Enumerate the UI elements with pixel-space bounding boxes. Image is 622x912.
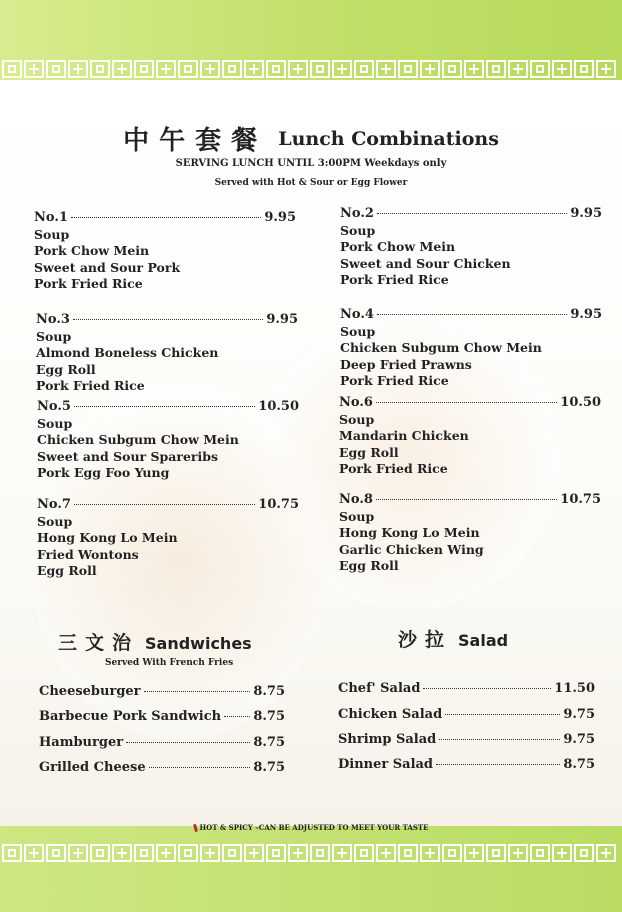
leader-dots — [376, 402, 557, 403]
combination-item: Pork Egg Foo Yung — [37, 465, 170, 480]
combination-item: Egg Roll — [36, 361, 96, 377]
served-with-note: Served with Hot & Sour or Egg Flower — [214, 178, 408, 188]
combination-item: Soup — [37, 415, 73, 431]
border-tile — [90, 844, 110, 862]
combination-item: Sweet and Sour Spareribs — [37, 448, 219, 464]
border-tile — [200, 60, 220, 78]
combination-header — [340, 206, 602, 223]
leader-dots — [445, 714, 560, 715]
combination-item: Soup — [339, 411, 375, 427]
border-tile — [244, 60, 264, 78]
combination-item: Soup — [340, 323, 376, 339]
border-tile — [508, 844, 528, 862]
border-tile — [112, 844, 132, 862]
border-tile — [222, 844, 242, 862]
border-tile — [354, 844, 374, 862]
bottom-border-pattern — [0, 842, 622, 864]
leader-dots — [436, 764, 560, 765]
salad-item-price: 11.50 — [554, 681, 595, 696]
border-tile — [46, 844, 66, 862]
border-tile — [486, 60, 506, 78]
border-tile — [244, 844, 264, 862]
border-tile — [420, 844, 440, 862]
combination-5 — [37, 399, 299, 482]
footnote — [0, 823, 622, 832]
border-tile — [266, 60, 286, 78]
border-tile — [68, 60, 88, 78]
border-tile — [134, 844, 154, 862]
border-tile — [354, 60, 374, 78]
sandwiches-item-price: 8.75 — [253, 684, 285, 699]
sandwiches-item — [39, 735, 285, 750]
border-tile — [310, 844, 330, 862]
combination-8 — [339, 492, 601, 575]
sandwiches-item-price: 8.75 — [253, 760, 285, 775]
salad-item — [338, 681, 595, 696]
border-tile — [310, 60, 330, 78]
combination-item: Fried Wontons — [37, 546, 139, 562]
combination-item: Pork Fried Rice — [339, 461, 448, 476]
sandwiches-item-price: 8.75 — [253, 735, 285, 750]
leader-dots — [149, 767, 251, 768]
border-tile — [112, 60, 132, 78]
title-chinese: 中午套餐 — [123, 126, 268, 156]
border-tile — [332, 60, 352, 78]
combination-item: Soup — [340, 222, 376, 238]
border-tile — [420, 60, 440, 78]
salad-item — [338, 707, 595, 722]
combination-1 — [34, 210, 296, 293]
sandwiches-note: Served With French Fries — [105, 658, 234, 668]
chili-pepper-icon — [193, 824, 198, 833]
leader-dots — [377, 314, 567, 315]
combination-price: 9.95 — [266, 312, 298, 327]
serving-note: SERVING LUNCH UNTIL 3:00PM Weekdays only — [175, 158, 447, 169]
border-tile — [178, 844, 198, 862]
combination-3 — [36, 312, 298, 395]
border-tile — [596, 60, 616, 78]
border-tile — [398, 60, 418, 78]
sandwiches-item — [39, 709, 285, 724]
combination-item: Egg Roll — [37, 563, 97, 578]
leader-dots — [74, 504, 255, 505]
sandwiches-item — [39, 760, 285, 775]
border-tile — [442, 844, 462, 862]
combination-name: No.5 — [37, 399, 71, 414]
top-border-pattern — [0, 58, 622, 80]
combination-item: Hong Kong Lo Mein — [339, 525, 480, 540]
border-tile — [24, 60, 44, 78]
combination-name: No.2 — [340, 206, 374, 221]
sandwiches-heading — [58, 628, 252, 655]
combination-header — [34, 210, 296, 227]
combination-header — [339, 395, 601, 412]
combination-price: 9.95 — [570, 307, 602, 322]
leader-dots — [439, 739, 560, 740]
combination-item: Sweet and Sour Pork — [34, 259, 181, 275]
border-tile — [24, 844, 44, 862]
leader-dots — [144, 691, 251, 692]
border-tile — [442, 60, 462, 78]
border-tile — [398, 844, 418, 862]
border-tile — [90, 60, 110, 78]
border-tile — [156, 60, 176, 78]
salad-item — [338, 757, 595, 772]
leader-dots — [376, 499, 557, 500]
border-tile — [552, 844, 572, 862]
sandwiches-item-name: Barbecue Pork Sandwich — [39, 709, 222, 724]
combination-4 — [340, 307, 602, 390]
leader-dots — [423, 688, 551, 689]
combination-item: Mandarin Chicken — [339, 428, 469, 443]
combination-item: Chicken Subgum Chow Mein — [37, 432, 239, 447]
border-tile — [2, 60, 22, 78]
combination-item: Soup — [34, 226, 70, 242]
salad-item-price: 8.75 — [563, 757, 595, 772]
combination-item: Pork Fried Rice — [340, 272, 449, 287]
border-tile — [156, 844, 176, 862]
combination-price: 10.75 — [258, 497, 299, 512]
salad-title-chinese: 沙拉 — [398, 629, 453, 651]
sandwiches-item-name: Grilled Cheese — [39, 760, 146, 775]
salad-item-name: Chicken Salad — [338, 707, 443, 722]
combination-item: Deep Fried Prawns — [340, 356, 472, 372]
border-tile — [178, 60, 198, 78]
leader-dots — [224, 716, 250, 717]
border-tile — [552, 60, 572, 78]
border-tile — [68, 844, 88, 862]
border-tile — [596, 844, 616, 862]
leader-dots — [71, 217, 261, 218]
combination-item: Garlic Chicken Wing — [339, 541, 484, 557]
combination-item: Egg Roll — [339, 444, 399, 460]
border-tile — [222, 60, 242, 78]
border-tile — [530, 844, 550, 862]
border-tile — [574, 844, 594, 862]
salad-item-price: 9.75 — [563, 707, 595, 722]
combination-header — [36, 312, 298, 329]
combination-header — [37, 399, 299, 416]
combination-6 — [339, 395, 601, 478]
combination-price: 10.75 — [560, 492, 601, 507]
border-tile — [464, 844, 484, 862]
border-tile — [134, 60, 154, 78]
border-tile — [2, 844, 22, 862]
salad-item — [338, 732, 595, 747]
leader-dots — [73, 319, 263, 320]
combination-item: Hong Kong Lo Mein — [37, 530, 178, 545]
combination-header — [340, 307, 602, 324]
border-tile — [332, 844, 352, 862]
border-tile — [464, 60, 484, 78]
combination-price: 10.50 — [258, 399, 299, 414]
border-tile — [46, 60, 66, 78]
border-tile — [266, 844, 286, 862]
combination-header — [37, 497, 299, 514]
combination-name: No.8 — [339, 492, 373, 507]
combination-name: No.1 — [34, 210, 68, 225]
border-tile — [200, 844, 220, 862]
leader-dots — [126, 742, 250, 743]
combination-item: Pork Chow Mein — [340, 239, 456, 254]
combination-name: No.7 — [37, 497, 71, 512]
salad-item-name: Shrimp Salad — [338, 732, 437, 747]
border-tile — [574, 60, 594, 78]
combination-name: No.4 — [340, 307, 374, 322]
border-tile — [288, 60, 308, 78]
salad-title-english: Salad — [458, 631, 509, 650]
title-english: Lunch Combinations — [278, 127, 499, 150]
border-tile — [486, 844, 506, 862]
combination-name: No.3 — [36, 312, 70, 327]
combination-item: Egg Roll — [339, 558, 399, 573]
combination-item: Almond Boneless Chicken — [36, 345, 219, 360]
combination-price: 9.95 — [570, 206, 602, 221]
salad-item-name: Chef' Salad — [338, 681, 421, 696]
combination-price: 10.50 — [560, 395, 601, 410]
sandwiches-item — [39, 684, 285, 699]
salad-item-name: Dinner Salad — [338, 757, 434, 772]
salad-heading — [398, 625, 508, 652]
border-tile — [376, 844, 396, 862]
salad-item-price: 9.75 — [563, 732, 595, 747]
combination-item: Pork Fried Rice — [340, 373, 449, 388]
border-tile — [508, 60, 528, 78]
menu-title — [0, 120, 622, 157]
combination-header — [339, 492, 601, 509]
combination-item: Sweet and Sour Chicken — [340, 255, 511, 271]
combination-item: Pork Fried Rice — [34, 276, 143, 291]
border-tile — [376, 60, 396, 78]
sandwiches-title-chinese: 三文治 — [58, 632, 140, 654]
leader-dots — [377, 213, 567, 214]
combination-item: Soup — [37, 513, 73, 529]
combination-item: Pork Chow Mein — [34, 243, 150, 258]
border-tile — [530, 60, 550, 78]
combination-item: Pork Fried Rice — [36, 378, 145, 393]
combination-item: Chicken Subgum Chow Mein — [340, 340, 542, 355]
leader-dots — [74, 406, 255, 407]
border-tile — [288, 844, 308, 862]
sandwiches-title-english: Sandwiches — [145, 634, 252, 653]
footnote-text: HOT & SPICY –CAN BE ADJUSTED TO MEET YOUR TASTE — [199, 823, 429, 832]
sandwiches-item-price: 8.75 — [253, 709, 285, 724]
combination-2 — [340, 206, 602, 289]
combination-name: No.6 — [339, 395, 373, 410]
combination-price: 9.95 — [264, 210, 296, 225]
combination-item: Soup — [36, 328, 72, 344]
sandwiches-item-name: Cheeseburger — [39, 684, 141, 699]
combination-item: Soup — [339, 508, 375, 524]
combination-7 — [37, 497, 299, 580]
sandwiches-item-name: Hamburger — [39, 735, 124, 750]
